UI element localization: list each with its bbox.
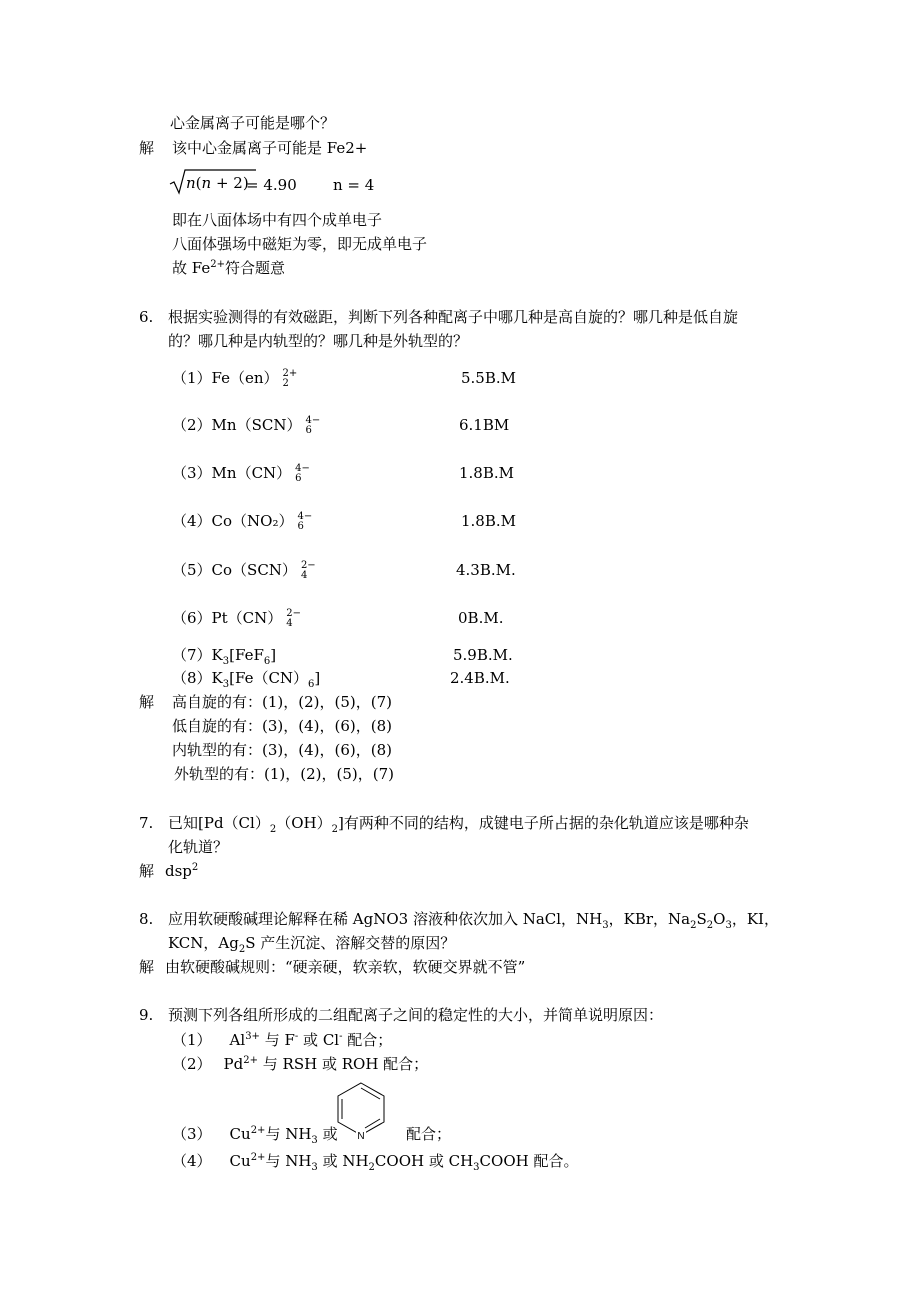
q6-item-7: $(7)K_3[FeF_6]$ — [172, 646, 277, 667]
q7-answer: dsp$^2$ — [165, 862, 199, 880]
q5-line2: 八面体强场中磁矩为零，即无成单电子 — [172, 235, 428, 253]
q9-sub-3: （3） $Cu^{2+}$与 $NH_3$ 或 — [172, 1125, 338, 1146]
q8-number: 8. — [139, 910, 154, 928]
formula-plus: + 2) — [211, 174, 249, 192]
q9-text: 预测下列各组所形成的二组配离子之间的稳定性的大小，并简单说明原因： — [168, 1006, 664, 1024]
q8-answer: 由软硬酸碱规则：“硬亲硬，软亲软，软硬交界就不管” — [165, 958, 526, 976]
q6-answer-outer-orbital: 外轨型的有：(1)，(2)，(5)，(7) — [174, 765, 394, 783]
q7-text-line2: 化轨道？ — [168, 838, 229, 856]
q6-answer-inner-orbital: 内轨型的有：(3)，(4)，(6)，(8) — [172, 741, 392, 759]
formula-eq: = 4.90 — [246, 176, 297, 194]
q8-text-line2: KCN，$Ag_2S$ 产生沉淀、溶解交替的原因？ — [168, 934, 456, 955]
q7-jie-label: 解 — [139, 862, 155, 880]
q6-value-1: 5.5B.M — [461, 369, 517, 387]
formula-n-value: n = 4 — [333, 176, 375, 194]
q6-value-7: 5.9B.M. — [453, 646, 513, 664]
q6-value-4: 1.8B.M — [461, 512, 517, 530]
formula-n2: n — [201, 174, 212, 192]
q6-item-8: $(8)K_3[Fe(CN)_6]$ — [172, 669, 321, 690]
q9-sub-1: （1） $Al^{3+}$ 与 F- 或 Cl- 配合； — [172, 1031, 393, 1049]
q9-sub-2: （2） $Pd^{2+}$ 与 RSH 或 ROH 配合； — [172, 1055, 429, 1073]
q8-jie-label: 解 — [139, 958, 155, 976]
q5-line1: 即在八面体场中有四个成单电子 — [172, 211, 383, 229]
q6-item-6: （6）Pt（CN） 2− 4 — [172, 608, 302, 629]
q6-item-4: （4）Co（NO₂） 4− 6 — [172, 511, 313, 532]
q6-item-5: （5）Co（SCN） 2− 4 — [172, 560, 316, 581]
q9-sub-4: （4） $Cu^{2+}$与 $NH_3$ 或 $NH_2COOH$ 或 $CH_3COOH$ 配合。 — [172, 1152, 579, 1173]
pyridine-n-label: N — [357, 1131, 365, 1142]
q9-number: 9. — [139, 1006, 154, 1024]
q7-text-line1: 已知$[Pd(Cl)_2(OH)_2]$有两种不同的结构，成键电子所占据的杂化轨道应该是哪种杂 — [168, 814, 749, 835]
q6-value-3: 1.8B.M — [459, 464, 515, 482]
q6-text-line1: 根据实验测得的有效磁距，判断下列各种配离子中哪几种是高自旋的？哪几种是低自旋 — [168, 308, 739, 326]
q6-jie-label: 解 — [139, 693, 155, 711]
q6-value-2: 6.1BM — [459, 416, 510, 434]
q8-text-line1: 应用软硬酸碱理论解释在稀 AgNO3 溶液种依次加入 NaCl，$NH_3$，KBr，$Na_2S_2O_3$，KI， — [168, 910, 779, 931]
q9-sub-3-tail: 配合； — [406, 1125, 452, 1143]
q5-answer: 该中心金属离子可能是 Fe2+ — [172, 139, 368, 157]
q6-text-line2: 的？哪几种是内轨型的？哪几种是外轨型的？ — [168, 332, 469, 350]
q6-value-6: 0B.M. — [458, 609, 504, 627]
q7-number: 7. — [139, 814, 154, 832]
q6-item-1: （1）Fe（en） 2+ 2 — [172, 368, 298, 389]
q5-formula — [168, 166, 468, 196]
q5-jie-label: 解 — [139, 139, 155, 157]
q6-answer-low-spin: 低自旋的有：(3)，(4)，(6)，(8) — [172, 717, 392, 735]
q6-value-8: 2.4B.M. — [450, 669, 510, 687]
q6-item-2: （2）Mn（SCN） 4− 6 — [172, 415, 321, 436]
q6-answer-high-spin: 高自旋的有：(1)，(2)，(5)，(7) — [172, 693, 392, 711]
q6-item-3: （3）Mn（CN） 4− 6 — [172, 463, 310, 484]
q5-continuation: 心金属离子可能是哪个？ — [170, 114, 336, 132]
pyridine-structure — [330, 1080, 392, 1142]
q5-line3: 故 $Fe^{2+}$符合题意 — [172, 259, 285, 277]
q6-number: 6. — [139, 308, 154, 326]
q6-value-5: 4.3B.M. — [456, 561, 516, 579]
formula-n: n — [186, 174, 196, 192]
formula-paren: ( — [195, 174, 202, 192]
